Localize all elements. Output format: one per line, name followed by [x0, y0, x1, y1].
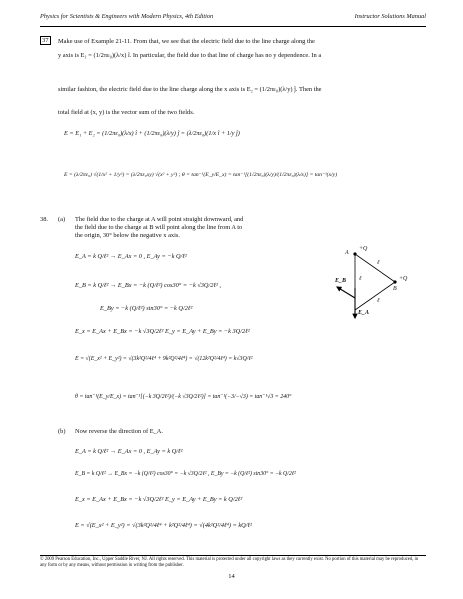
problem-38-b-text: Now reverse the direction of E_A. [75, 428, 164, 435]
eq-a-angle: θ = tan⁻¹(E_y/E_x) = tan⁻¹[(−k 3Q/2ℓ²)/(−k √3Q/2ℓ²)] = tan⁻¹(−3/−√3) = tan⁻¹√3 = 240° [75, 394, 292, 400]
triangle-side-bottom [355, 282, 395, 310]
E-B-label: E_B [335, 278, 347, 284]
header-book-title: Physics for Scientists & Engineers with Modern Physics, 4th Edition [40, 13, 214, 20]
eq-a-components: E_x = E_Ax + E_Bx = −k √3Q/2ℓ² E_y = E_Ay + E_By = −k 3Q/2ℓ² [75, 328, 250, 335]
eq-a-field-A: E_A = k Q/ℓ² → E_Ax = 0 , E_Ay = −k Q/ℓ² [75, 253, 187, 260]
problem-37-line2: y axis is E₁ = (1/2πε₀)(λ/x) î. In particular, the field due to that line of charge has no y dependence. In a [58, 52, 322, 59]
charge-B-dot [393, 280, 396, 283]
problem-37-line3: similar fashion, the electric field due to the line charge along the x axis is E₂ = (1/2πε₀)(λ/y) ĵ. Then the [58, 86, 322, 93]
eq-b-field-A: E_A = k Q/ℓ² → E_Ax = 0 , E_Ay = k Q/ℓ² [75, 448, 183, 455]
eq-a-magnitude: E = √(E_x² + E_y²) = √(3k²Q²/4ℓ⁴ + 9k²Q²/4ℓ⁴) = √(12k²Q²/4ℓ⁴) = k√3Q/ℓ² [75, 356, 253, 362]
E-B-arrow [337, 287, 355, 298]
footer-rule [40, 555, 426, 556]
problem-37-eq-magnitude-angle: E = (λ/2πε₀) √(1/x² + 1/y²) = (λ/2πε₀xy) √(x² + y²) ; θ = tan⁻¹(E_y/E_x) = tan⁻¹[(1/2πε₀)(λ/y)/(1/2πε₀)(λ/x)] = tan⁻¹(x/y) [64, 172, 338, 178]
page-number: 14 [228, 573, 235, 580]
eq-a-field-B-y: E_By = −k (Q/ℓ²) sin30° = −k Q/2ℓ² [100, 305, 193, 312]
problem-38-a-text1: The field due to the charge at A will point straight downward, and [75, 216, 244, 223]
problem-38-a-text2: the field due to the charge at B will point along the line from A to [75, 224, 243, 231]
problem-38-part-b: (b) [58, 428, 66, 435]
label-B: B [393, 286, 397, 292]
side-label-left: ℓ [359, 276, 362, 282]
side-label-bottom: ℓ [377, 298, 380, 304]
problem-37-line4: total field at (x, y) is the vector sum of the two fields. [58, 109, 195, 116]
triangle-figure-drawing [335, 248, 425, 328]
page-header [40, 12, 426, 24]
charge-A-label: +Q [359, 246, 368, 252]
eq-b-components: E_x = E_Ax + E_Bx = −k √3Q/2ℓ² E_y = E_Ay + E_By = k Q/2ℓ² [75, 496, 243, 503]
problem-37-eq-vector-sum: E = E₁ + E₂ = (1/2πε₀)(λ/x) î + (1/2πε₀)(λ/y) ĵ = (λ/2πε₀)(1/x î + 1/y ĵ) [64, 130, 240, 137]
problem-38-part-a: (a) [58, 216, 66, 223]
header-manual-title: Instructor Solutions Manual [354, 13, 426, 20]
charge-A-dot [353, 252, 356, 255]
footer-copyright: © 2009 Pearson Education, Inc., Upper Saddle River, NJ. All rights reserved. This material is protected under all copyright laws as they currently exist. No portion of this material may be reproduced, in any form or by any means, without permission in writing from the publisher. [40, 557, 419, 568]
eq-a-field-B-x: E_B = k Q/ℓ² → E_Bx = −k (Q/ℓ²) cos30° = −k √3Q/2ℓ² , [75, 282, 222, 289]
eq-b-magnitude: E = √(E_x² + E_y²) = √(3k²Q²/4ℓ⁴ + k²Q²/4ℓ⁴) = √(4k²Q²/4ℓ⁴) = kQ/ℓ² [75, 522, 252, 529]
header-rule [40, 26, 426, 27]
charge-B-label: +Q [399, 276, 408, 282]
problem-38-number: 38. [40, 216, 48, 223]
label-A: A [345, 250, 349, 256]
problem-37-line1: Make use of Example 21-11. From that, we see that the electric field due to the line charge along the [58, 38, 315, 45]
problem-37-number: 37 [42, 37, 49, 44]
problem-38-a-text3: the origin, 30° below the negative x axis. [75, 232, 180, 239]
triangle-figure [335, 248, 425, 333]
side-label-top: ℓ [377, 260, 380, 266]
E-A-label: E_A [358, 310, 370, 316]
eq-b-field-B: E_B = k Q/ℓ² → E_Bx = −k (Q/ℓ²) cos30° = −k √3Q/2ℓ² , E_By = −k (Q/ℓ²) sin30° = −k Q/2ℓ² [75, 471, 296, 477]
